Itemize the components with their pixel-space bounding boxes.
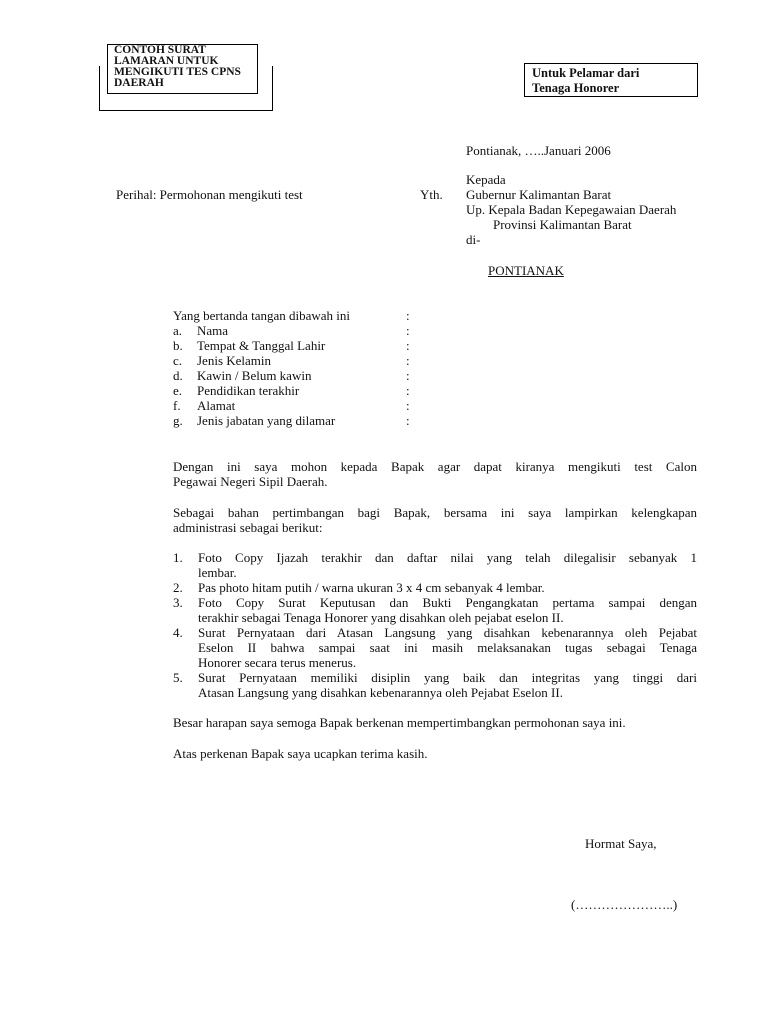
attachment-line: Surat Pernyataan dari Atasan Langsung yang disahkan kebenarannya oleh Pejabat: [198, 625, 697, 640]
attachment-number: 5.: [173, 670, 183, 685]
field-row: [173, 338, 413, 353]
field-row: [173, 398, 413, 413]
header-box-right-line: Tenaga Honorer: [532, 81, 620, 95]
field-label: Jenis Kelamin: [197, 353, 272, 368]
field-letter: c.: [173, 353, 183, 368]
field-letter: g.: [173, 413, 183, 428]
field-row: [173, 353, 413, 368]
field-label: Tempat & Tanggal Lahir: [197, 338, 326, 353]
address-city: PONTIANAK: [488, 263, 564, 278]
address-line-3: Provinsi Kalimantan Barat: [493, 217, 632, 232]
paragraph-line: Pegawai Negeri Sipil Daerah.: [173, 474, 328, 489]
header-box-left: [107, 44, 258, 94]
field-row: [173, 413, 413, 428]
paragraph-request: [173, 459, 697, 489]
attachment-number: 1.: [173, 550, 183, 565]
field-letter: e.: [173, 383, 183, 398]
intro-row: [173, 308, 413, 323]
attachment-line: Pas photo hitam putih / warna ukuran 3 x 4 cm sebanyak 4 lembar.: [198, 580, 545, 595]
colon: :: [406, 323, 410, 338]
header-box-right-line: Untuk Pelamar dari: [532, 66, 640, 80]
signature-placeholder: (…………………..): [571, 897, 678, 912]
paragraph-line: administrasi sebagai berikut:: [173, 520, 323, 535]
attachment-number: 3.: [173, 595, 183, 610]
attachment-number: 2.: [173, 580, 183, 595]
regards: Hormat Saya,: [585, 836, 657, 851]
colon: :: [406, 398, 410, 413]
address-di: di-: [466, 232, 481, 247]
colon: :: [406, 353, 410, 368]
header-box-left-line: DAERAH: [114, 77, 164, 89]
colon: :: [406, 338, 410, 353]
closing-thanks: Atas perkenan Bapak saya ucapkan terima kasih.: [173, 746, 428, 761]
colon: :: [406, 308, 410, 323]
attachment-line: Eselon II bahwa sampai saat ini masih melaksanakan tugas sebagai Tenaga: [198, 640, 697, 655]
attachment-line: terakhir sebagai Tenaga Honorer yang disahkan oleh pejabat eselon II.: [198, 610, 564, 625]
address-line-1: Gubernur Kalimantan Barat: [466, 187, 612, 202]
attachment-line: Atasan Langsung yang disahkan kebenarannya oleh Pejabat Eselon II.: [198, 685, 563, 700]
address-kepada: Kepada: [466, 172, 506, 187]
date-line: Pontianak, …..Januari 2006: [466, 143, 611, 158]
attachment-number: 4.: [173, 625, 183, 640]
yth-label: Yth.: [420, 187, 443, 202]
field-letter: d.: [173, 368, 183, 383]
attachment-line: Surat Pernyataan memiliki disiplin yang baik dan integritas yang tinggi dari: [198, 670, 697, 685]
colon: :: [406, 368, 410, 383]
subject-line: Perihal: Permohonan mengikuti test: [116, 187, 303, 202]
attachment-line: lembar.: [198, 565, 237, 580]
field-label: Jenis jabatan yang dilamar: [197, 413, 336, 428]
attachment-line: Foto Copy Ijazah terakhir dan daftar nilai yang telah dilegalisir sebanyak 1: [198, 550, 697, 565]
attachment-line: Honorer secara terus menerus.: [198, 655, 357, 670]
header-box-right: [524, 63, 698, 97]
colon: :: [406, 413, 410, 428]
address-line-2: Up. Kepala Badan Kepegawaian Daerah: [466, 202, 677, 217]
field-letter: b.: [173, 338, 183, 353]
field-letter: f.: [173, 398, 181, 413]
attachment-line: Foto Copy Surat Keputusan dan Bukti Pengangkatan pertama sampai dengan: [198, 595, 697, 610]
field-label: Nama: [197, 323, 229, 338]
header-box-left-line: LAMARAN UNTUK: [114, 55, 219, 67]
header-box-left-line: CONTOH SURAT: [114, 44, 206, 56]
field-label: Pendidikan terakhir: [197, 383, 300, 398]
paragraph-line: Sebagai bahan pertimbangan bagi Bapak, bersama ini saya lampirkan kelengkapan: [173, 505, 697, 520]
colon: :: [406, 383, 410, 398]
field-row: [173, 368, 413, 383]
intro-text: Yang bertanda tangan dibawah ini: [173, 308, 351, 323]
closing-hope: Besar harapan saya semoga Bapak berkenan mempertimbangkan permohonan saya ini.: [173, 715, 626, 730]
field-row: [173, 323, 413, 338]
field-label: Alamat: [197, 398, 236, 413]
field-label: Kawin / Belum kawin: [197, 368, 312, 383]
header-box-left-line: MENGIKUTI TES CPNS: [114, 66, 241, 78]
field-row: [173, 383, 413, 398]
field-letter: a.: [173, 323, 183, 338]
paragraph-line: Dengan ini saya mohon kepada Bapak agar dapat kiranya mengikuti test Calon: [173, 459, 697, 474]
paragraph-attachments-intro: [173, 505, 697, 535]
